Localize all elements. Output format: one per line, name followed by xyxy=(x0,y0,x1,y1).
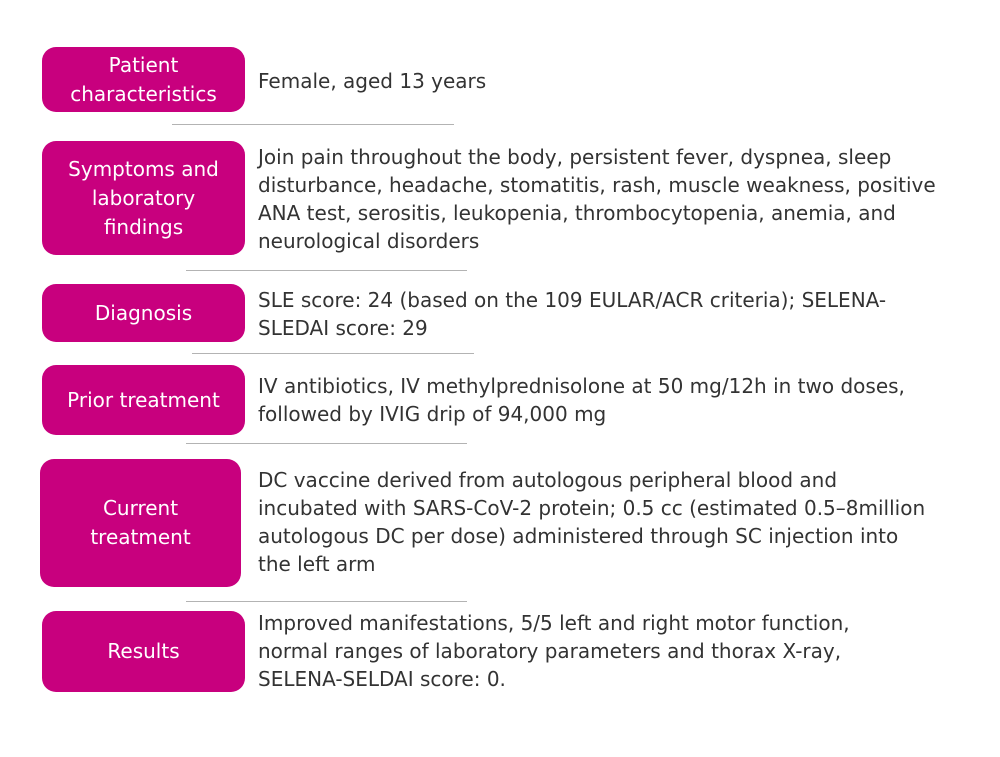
label-patient-characteristics xyxy=(42,47,245,112)
divider-5 xyxy=(186,601,467,602)
label-text: Prior treatment xyxy=(67,387,220,412)
desc-current-treatment: DC vaccine derived from autologous peripheral blood and incubated with SARS-CoV-2 protein; 0.5 cc (estimated 0.5–8million autologous DC per dose) administered through SC injection into the left arm xyxy=(258,468,926,576)
desc-results: Improved manifestations, 5/5 left and right motor function, normal ranges of laboratory parameters and thorax X-ray, SELENA-SELDAI score: 0. xyxy=(258,611,850,691)
label-current-treatment xyxy=(40,459,241,587)
label-text: Diagnosis xyxy=(94,300,193,325)
label-text: Results xyxy=(107,639,180,663)
desc-symptoms-findings: Join pain throughout the body, persistent fever, dyspnea, sleep disturbance, headache, stomatitis, rash, muscle weakness, positive ANA test, serositis, leukopenia, thrombocytopenia, anemia, and neurological disorders xyxy=(258,145,936,253)
label-text: Symptoms and laboratory findings xyxy=(68,156,219,239)
desc-diagnosis: SLE score: 24 (based on the 109 EULAR/ACR criteria); SELENA- SLEDAI score: 29 xyxy=(258,288,887,340)
divider-4 xyxy=(186,443,467,444)
label-results xyxy=(42,611,245,692)
label-prior-treatment xyxy=(42,365,245,435)
label-diagnosis xyxy=(42,284,245,342)
label-text: Patient characteristics xyxy=(70,52,217,106)
divider-1 xyxy=(172,124,454,125)
label-symptoms-findings xyxy=(42,141,245,255)
divider-2 xyxy=(186,270,467,271)
divider-3 xyxy=(192,353,474,354)
desc-prior-treatment: IV antibiotics, IV methylprednisolone at 50 mg/12h in two doses, followed by IVIG drip of 94,000 mg xyxy=(258,374,905,426)
label-text: Current treatment xyxy=(90,496,191,549)
desc-patient-characteristics: Female, aged 13 years xyxy=(258,69,487,93)
